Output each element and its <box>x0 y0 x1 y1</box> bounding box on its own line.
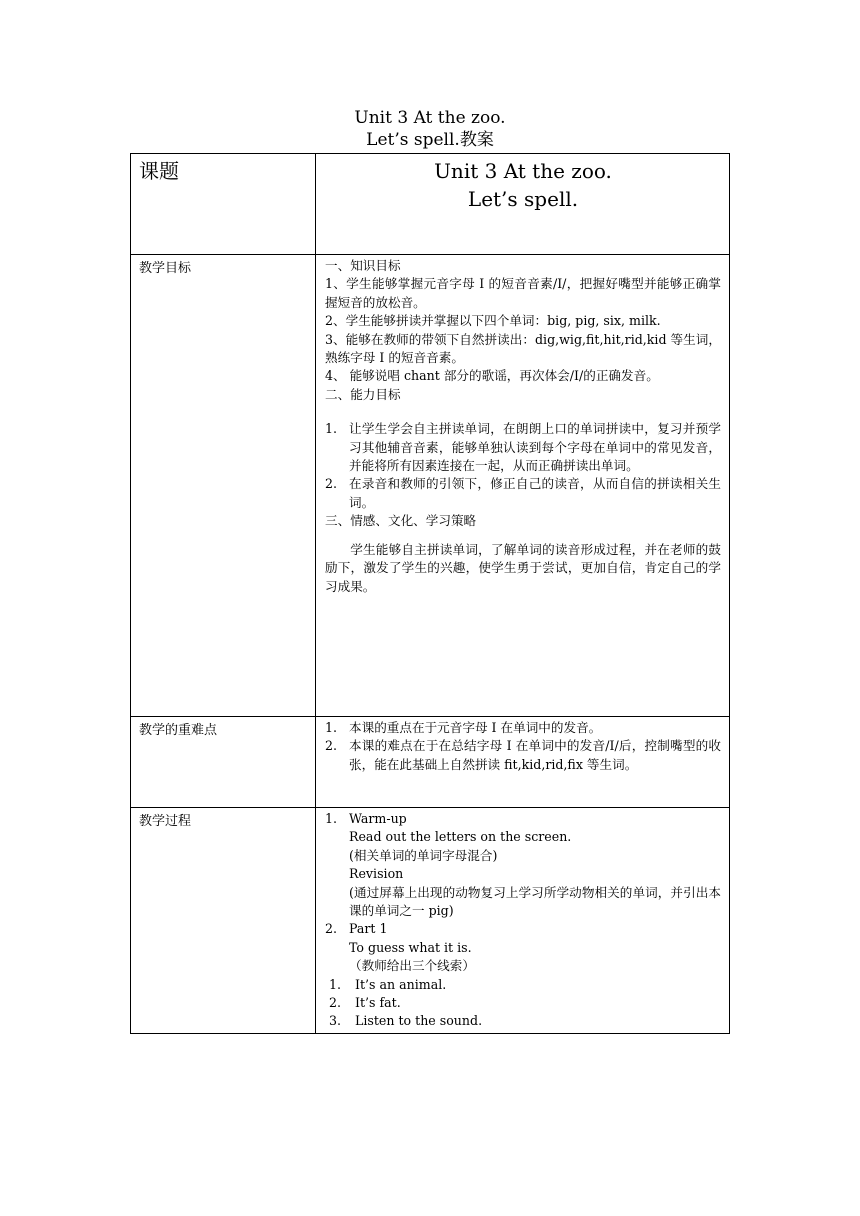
process-step-body <box>325 828 721 920</box>
table-row-process <box>131 808 730 1034</box>
process-step-number: 1. <box>325 811 338 826</box>
process-line: (相关单词的单词字母混合) <box>349 847 498 863</box>
key-point-number: 1. <box>325 720 338 735</box>
key-points-content <box>316 717 730 808</box>
process-line: Read out the letters on the screen. <box>349 829 572 845</box>
process-step-title: Warm-up <box>349 811 407 826</box>
clue-text: Listen to the sound. <box>355 1013 483 1029</box>
process-step-title: Part 1 <box>349 921 388 937</box>
clue-text: It’s fat. <box>355 995 401 1011</box>
ability-item <box>325 475 721 512</box>
key-point-text: 本课的难点在于在总结字母 I 在单词中的发音/I/后，控制嘴型的收张，能在此基础上自然拼读 fit,kid,rid,fix 等生词。 <box>349 738 721 772</box>
clue-item <box>325 1012 721 1030</box>
clue-item <box>325 976 721 994</box>
topic-content <box>316 154 730 255</box>
ability-item-text: 在录音和教师的引领下，修正自己的读音，从而自信的拼读相关生词。 <box>349 476 721 510</box>
table-row-topic <box>131 154 730 255</box>
knowledge-heading: 一、知识目标 <box>325 258 401 273</box>
knowledge-item: 4、 能够说唱 chant 部分的歌谣，再次体会/I/的正确发音。 <box>325 368 659 384</box>
ability-item-number: 1. <box>325 421 338 437</box>
knowledge-item: 2、学生能够拼读并掌握以下四个单词：big, pig, six, milk. <box>325 313 661 329</box>
process-step-number: 2. <box>325 921 338 937</box>
knowledge-item: 1、学生能够掌握元音字母 I 的短音音素/I/，把握好嘴型并能够正确掌握短音的放松音。 <box>325 276 721 310</box>
emotion-text: 学生能够自主拼读单词，了解单词的读音形成过程，并在老师的鼓励下，激发了学生的兴趣，使学生勇于尝试，更加自信，肯定自己的学习成果。 <box>325 541 721 594</box>
key-point-text: 本课的重点在于元音字母 I 在单词中的发音。 <box>349 720 602 735</box>
topic-label: 课题 <box>131 154 316 255</box>
clue-number: 3. <box>329 1013 342 1029</box>
emotion-heading: 三、情感、文化、学习策略 <box>325 513 477 529</box>
clue-text: It’s an animal. <box>355 976 447 992</box>
key-point-item <box>325 737 721 774</box>
lesson-plan-table <box>130 153 730 1034</box>
document-title: Unit 3 At the zoo. <box>354 108 506 128</box>
process-step <box>325 920 721 938</box>
process-line: To guess what it is. <box>349 939 472 955</box>
goals-content <box>316 255 730 717</box>
goals-label: 教学目标 <box>131 255 316 717</box>
document-subtitle: Let’s spell.教案 <box>366 130 494 150</box>
key-point-number: 2. <box>325 738 338 754</box>
process-content <box>316 808 730 1034</box>
key-point-item <box>325 719 721 737</box>
key-points-label: 教学的重难点 <box>131 717 316 808</box>
ability-item-text: 让学生学会自主拼读单词，在朗朗上口的单词拼读中，复习并预学习其他辅音音素，能够单独认读到每个字母在单词中的常见发音，并能将所有因素连接在一起，从而正确拼读出单词。 <box>349 421 721 474</box>
table-row-goals <box>131 255 730 717</box>
process-label: 教学过程 <box>131 808 316 1034</box>
ability-item-number: 2. <box>325 476 338 492</box>
clue-number: 1. <box>329 976 342 992</box>
process-step-body <box>325 939 721 976</box>
ability-item <box>325 420 721 475</box>
topic-line-2: Let’s spell. <box>467 187 579 211</box>
ability-heading: 二、能力目标 <box>325 386 401 402</box>
topic-line-1: Unit 3 At the zoo. <box>434 159 612 183</box>
clue-item <box>325 994 721 1012</box>
process-line: (通过屏幕上出现的动物复习上学习所学动物相关的单词，并引出本课的单词之一 pig) <box>349 884 721 919</box>
knowledge-item: 3、能够在教师的带领下自然拼读出：dig,wig,fit,hit,rid,kid 等生词，熟练字母 I 的短音音素。 <box>325 331 721 366</box>
clue-number: 2. <box>329 995 342 1011</box>
process-line: Revision <box>349 866 404 882</box>
table-row-key-points <box>131 717 730 808</box>
process-step <box>325 810 721 828</box>
process-line: （教师给出三个线索） <box>349 958 475 974</box>
